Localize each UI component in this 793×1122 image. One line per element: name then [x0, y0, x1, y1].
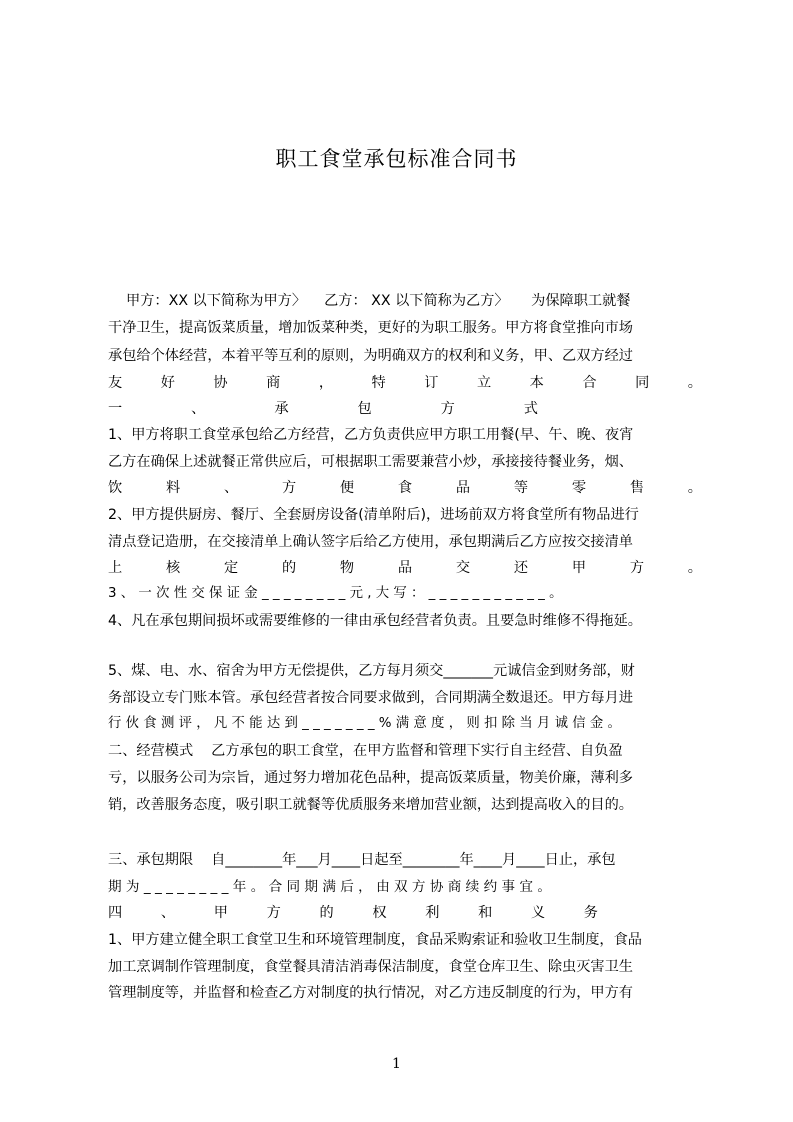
text-line-14: 5、煤、电、水、宿舍为甲方无偿提供，乙方每月须交_______元诚信金到财务部，财 — [108, 663, 635, 679]
text-line-19: 销，改善服务态度，吸引职工就餐等优质服务来增加营业额，达到提高收入的目的。 — [108, 797, 633, 813]
page-number: 1 — [392, 1056, 401, 1072]
section-heading-1: 一 、 承 包 方 式 — [108, 401, 538, 417]
section-heading-4: 四 、 甲 方 的 权 利 和 义 务 — [108, 905, 598, 921]
text-line-23: 1、甲方建立健全职工食堂卫生和环境管理制度，食品采购索证和验收卫生制度，食品 — [108, 932, 642, 948]
text-line-11: 上 核 定 的 物 品 交 还 甲 方 。 — [108, 560, 702, 576]
text-line-13: 4、凡在承包期间损坏或需要维修的一律由承包经营者负责。且要急时维修不得拖延。 — [108, 613, 642, 629]
text-line-24: 加工烹调制作管理制度，食堂餐具清洁消毒保洁制度，食堂仓库卫生、除虫灭害卫生 — [108, 959, 633, 975]
text-line-08: 饮 料 、 方 便 食 品 等 零 售 。 — [108, 480, 702, 496]
text-line-01: 甲方：XX 以下简称为甲方〉 乙方： XX 以下简称为乙方〉 为保障职工就餐 — [108, 293, 631, 309]
text-line-04: 友 好 协 商 ， 特 订 立 本 合 同 。 — [108, 375, 702, 391]
text-line-09: 2、甲方提供厨房、餐厅、全套厨房设备(清单附后)，进场前双方将食堂所有物品进行 — [108, 507, 639, 523]
text-line-18: 亏，以服务公司为宗旨，通过努力增加花色品种，提高饭菜质量，物美价廉，薄利多 — [108, 770, 633, 786]
text-line-03: 承包给个体经营，本着平等互利的原则，为明确双方的权利和义务，甲、乙双方经过 — [108, 348, 633, 364]
text-line-25: 管理制度等，并监督和检查乙方对制度的执行情况，对乙方违反制度的行为，甲方有 — [108, 985, 633, 1001]
text-line-16: 行 伙 食 测 评 ， 凡 不 能 达 到 _ _ _ _ _ _ _ % 满 意 度 ， 则 扣 除 当 月 诚 信 金 。 — [108, 716, 621, 731]
section-heading-2: 二、经营模式 乙方承包的职工食堂，在甲方监督和管理下实行自主经营、自负盈 — [108, 743, 623, 759]
text-line-21: 期 为 _ _ _ _ _ _ _ _ 年 。 合 同 期 满 后 ， 由 双 方 协 商 续 约 事 宜 。 — [108, 879, 551, 895]
text-line-15: 务部设立专门账本管。承包经营者按合同要求做到，合同期满全数退还。甲方每月进 — [108, 690, 633, 706]
section-heading-3: 三、承包期限 自________年___月____日起至________年____月____日止，承包 — [108, 852, 616, 868]
text-line-02: 干净卫生，提高饭菜质量，增加饭菜种类，更好的为职工服务。甲方将食堂推向市场 — [108, 320, 633, 336]
document-title: 职工食堂承包标准合同书 — [275, 147, 518, 171]
text-line-12: 3 、 一 次 性 交 保 证 金 _ _ _ _ _ _ _ _ 元 , 大 写 ： _ _ _ _ _ _ _ _ _ _ _ 。 — [108, 586, 563, 601]
text-line-07: 乙方在确保上述就餐正常供应后，可根据职工需要兼营小炒，承接接待餐业务，烟、 — [108, 454, 633, 470]
text-line-06: 1、甲方将职工食堂承包给乙方经营，乙方负责供应甲方职工用餐(早、午、晚、夜宵 — [108, 427, 634, 443]
text-line-10: 清点登记造册，在交接清单上确认签字后给乙方使用，承包期满后乙方应按交接清单 — [108, 534, 633, 550]
